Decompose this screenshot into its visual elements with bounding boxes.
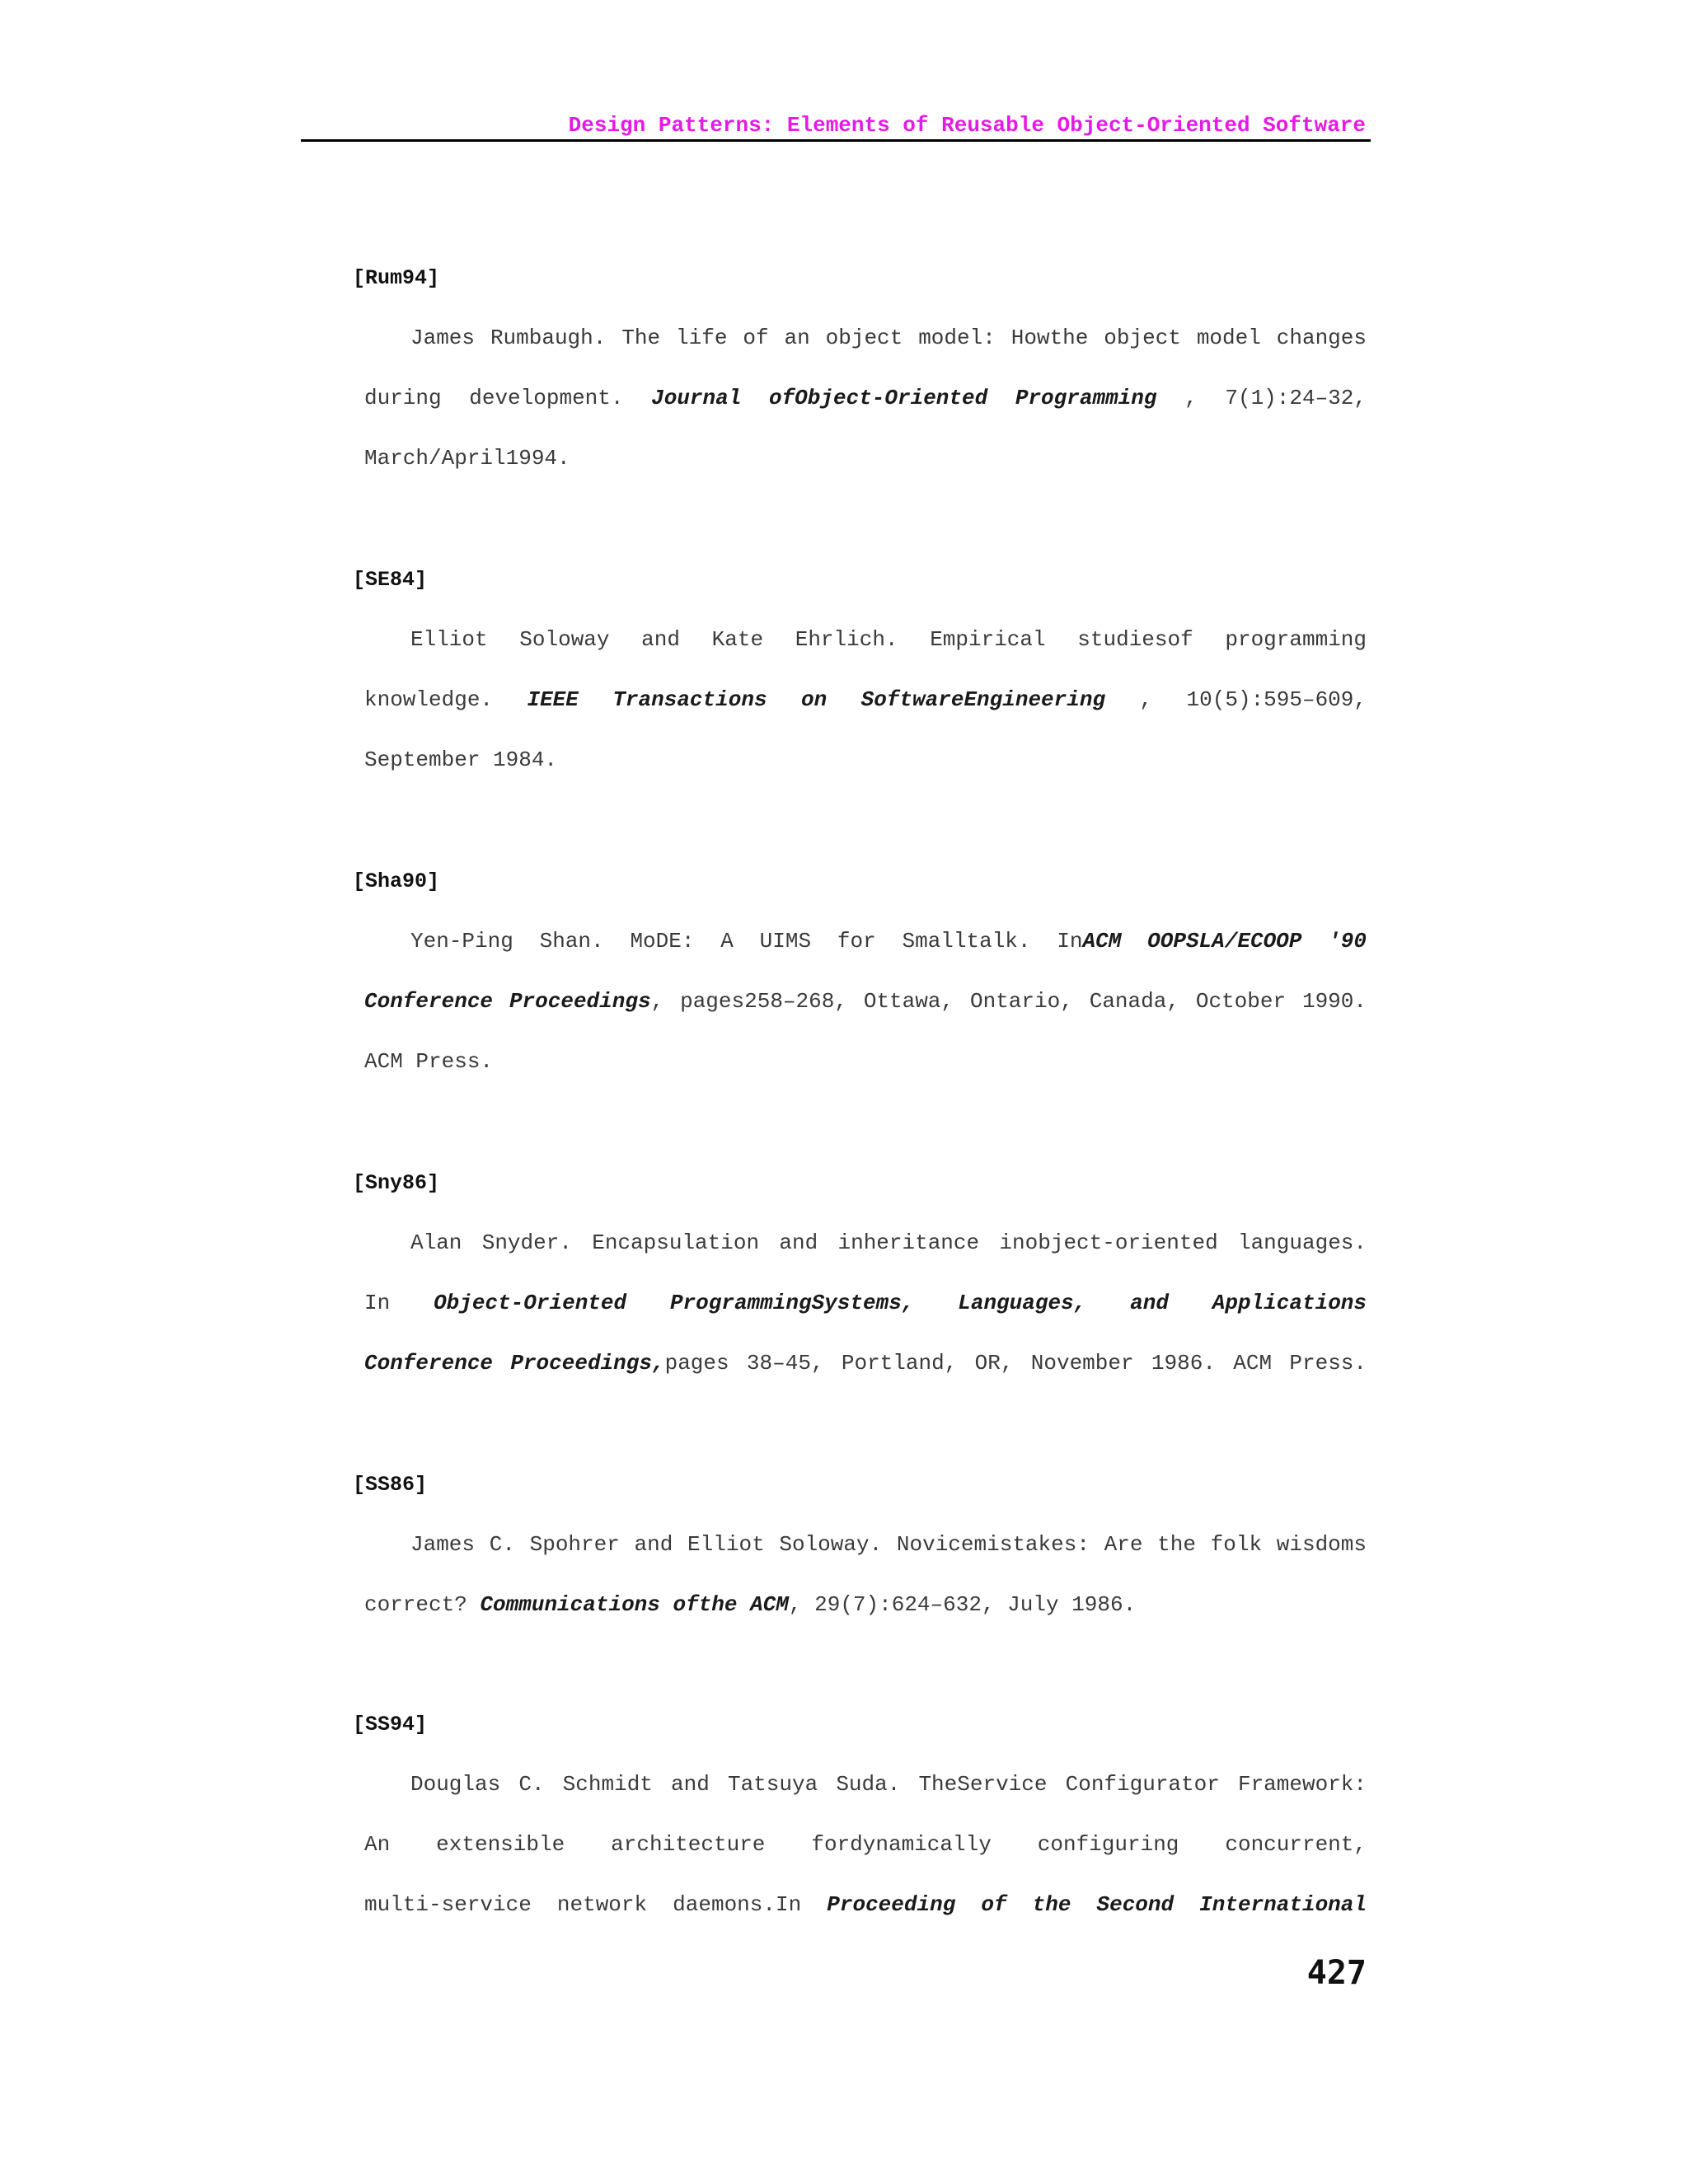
ref-ss86-line-2 bbox=[364, 1591, 1367, 1619]
text-segment: correct? bbox=[364, 1592, 481, 1617]
ref-rum94-line-3 bbox=[364, 444, 1367, 472]
ref-se84-line-2 bbox=[364, 686, 1367, 714]
ref-key-sha90: [Sha90] bbox=[353, 869, 440, 893]
text-segment: In bbox=[364, 1291, 434, 1315]
ref-se84-line-1 bbox=[410, 626, 1367, 654]
ref-sha90-line-1 bbox=[410, 927, 1367, 955]
header-rule bbox=[301, 139, 1371, 142]
ref-sha90-line-2 bbox=[364, 987, 1367, 1015]
text-segment: , 10(5):595–609, bbox=[1139, 687, 1367, 712]
ref-se84-line-3 bbox=[364, 746, 1367, 774]
ref-ss94-line-2 bbox=[364, 1830, 1367, 1858]
text-segment: Douglas C. Schmidt and Tatsuya Suda. TheService Configurator Framework: bbox=[410, 1772, 1367, 1797]
text-segment: September 1984. bbox=[364, 748, 558, 772]
ref-key-ss86: [SS86] bbox=[353, 1473, 428, 1497]
text-segment: , 7(1):24–32, bbox=[1184, 386, 1367, 410]
journal-title: Communications ofthe ACM bbox=[480, 1592, 789, 1617]
ref-sny86-line-2 bbox=[364, 1289, 1367, 1317]
text-segment: during development. bbox=[364, 386, 652, 410]
ref-ss94-line-3 bbox=[364, 1891, 1367, 1919]
journal-title: IEEE Transactions on SoftwareEngineering bbox=[527, 687, 1106, 712]
ref-key-rum94: [Rum94] bbox=[353, 266, 440, 290]
text-segment: March/April1994. bbox=[364, 446, 570, 471]
ref-sha90-line-3 bbox=[364, 1047, 1367, 1076]
ref-ss86-line-1 bbox=[410, 1530, 1367, 1558]
running-header-title: Design Patterns: Elements of Reusable Object-Oriented Software bbox=[568, 113, 1366, 138]
conference-title: Conference Proceedings, bbox=[364, 1351, 665, 1376]
text-segment: knowledge. bbox=[364, 687, 528, 712]
text-segment: James C. Spohrer and Elliot Soloway. Novicemistakes: Are the folk wisdoms bbox=[410, 1532, 1367, 1557]
ref-rum94-line-1 bbox=[410, 324, 1367, 352]
text-segment: James Rumbaugh. The life of an object model: Howthe object model changes bbox=[410, 326, 1367, 350]
proceedings-title: Proceeding of the Second International bbox=[827, 1892, 1367, 1917]
ref-ss94-line-1 bbox=[410, 1770, 1367, 1798]
text-segment: , pages258–268, Ottawa, Ontario, Canada, October 1990. bbox=[650, 989, 1367, 1014]
page-number: 427 bbox=[1306, 1954, 1367, 1992]
text-segment: Elliot Soloway and Kate Ehrlich. Empirical studiesof programming bbox=[410, 627, 1367, 652]
text-segment: An extensible architecture fordynamically configuring concurrent, bbox=[364, 1832, 1367, 1857]
journal-title: Journal ofObject-Oriented Programming bbox=[651, 386, 1157, 410]
text-segment: Alan Snyder. Encapsulation and inheritance inobject-oriented languages. bbox=[410, 1230, 1367, 1255]
ref-key-ss94: [SS94] bbox=[353, 1713, 428, 1736]
ref-sny86-line-3 bbox=[364, 1349, 1367, 1377]
text-segment: ACM Press. bbox=[364, 1049, 494, 1074]
ref-rum94-line-2 bbox=[364, 384, 1367, 412]
text-segment: pages 38–45, Portland, OR, November 1986. ACM Press. bbox=[664, 1351, 1367, 1376]
text-segment: Yen-Ping Shan. MoDE: A UIMS for Smalltalk. In bbox=[410, 929, 1083, 954]
conference-title: Conference Proceedings bbox=[364, 989, 651, 1014]
text-segment: , 29(7):624–632, July 1986. bbox=[788, 1592, 1137, 1617]
text-segment: multi-service network daemons.In bbox=[364, 1892, 828, 1917]
ref-sny86-line-1 bbox=[410, 1229, 1367, 1257]
conference-title: ACM OOPSLA/ECOOP '90 bbox=[1082, 929, 1367, 954]
ref-key-se84: [SE84] bbox=[353, 568, 428, 592]
conference-title: Object-Oriented ProgrammingSystems, Languages, and Applications bbox=[434, 1291, 1367, 1315]
ref-key-sny86: [Sny86] bbox=[353, 1171, 440, 1195]
